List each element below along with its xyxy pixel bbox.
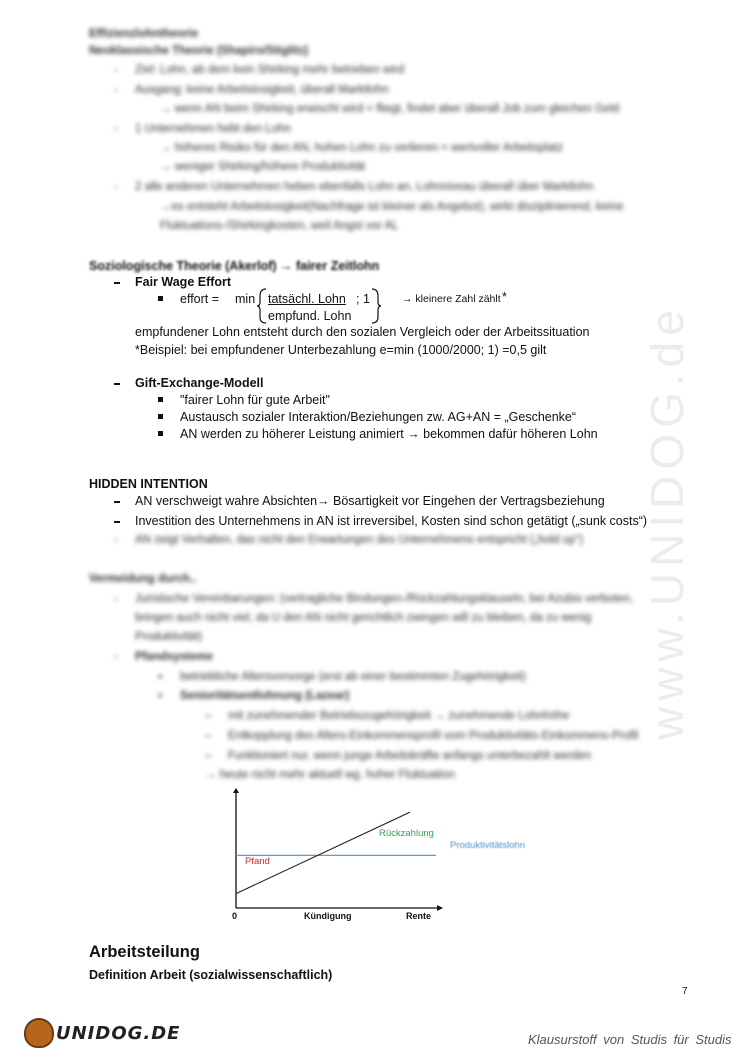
blurred-item: Ziel: Lohn, ab dem kein Shirking mehr betrieben wird — [135, 64, 405, 76]
logo-dog-icon — [24, 1018, 54, 1048]
blurred-item: 1 Unternehmen hebt den Lohn — [135, 123, 292, 135]
blurred-subitem: → weniger Shirking/höhere Produktivität — [160, 161, 366, 173]
blurred-dash: - — [114, 181, 118, 193]
formula-numerator: tatsächl. Lohn — [268, 292, 346, 306]
chart-label-rueckzahlung: Rückzahlung — [379, 828, 434, 839]
list-dash — [114, 501, 120, 503]
chart-label-pfand: Pfand — [245, 856, 270, 867]
blurred-subitem: →es entsteht Arbeitslosigkeit(Nachfrage ist kleiner als Angebot), wirkt disziplinierend, keine — [160, 201, 624, 213]
watermark-text: www.UNIDOG.de — [641, 304, 693, 740]
blurred-item: bringen auch nicht viel, da U den AN nicht gerichtlich zwingen will zu bleiben, da zu wenig — [135, 612, 592, 624]
chart-label-produktivitaetslohn: Produktivitätslohn — [450, 840, 525, 851]
heading-efficiency-wage: Effizienzlohntheorie — [89, 28, 199, 40]
gift-exchange-bullet: "fairer Lohn für gute Arbeit" — [180, 393, 330, 407]
blurred-subitem: Fluktuations-/Shirkingkosten, weil Angst vor AL — [160, 220, 399, 232]
bullet-square — [158, 296, 163, 301]
blurred-dash: - — [114, 64, 118, 76]
gift-exchange-bullet: Austausch sozialer Interaktion/Beziehungen zw. AG+AN = „Geschenke“ — [180, 410, 577, 424]
gift-exchange-title: Gift-Exchange-Modell — [135, 376, 264, 390]
blurred-dash: - — [114, 593, 118, 605]
list-dash — [114, 383, 120, 385]
formula-suffix: ; 1 — [356, 292, 370, 306]
blurred-item: 2 alle anderen Unternehmen heben ebenfalls Lohn an, Lohnniveau überall über Marktlohn — [135, 181, 594, 193]
blurred-item: Juristische Vereinbarungen: (vertragliche Bindungen-/Rückzahlungsklauseln, bei Azubis verboten, — [135, 593, 633, 605]
list-dash — [114, 521, 120, 523]
gift-exchange-bullet: AN werden zu höherer Leistung animiert → bekommen dafür höheren Lohn — [180, 427, 598, 441]
blurred-dash: – — [205, 730, 212, 742]
formula-left-brace — [256, 288, 268, 324]
hidden-intention-item-blurred: AN zeigt Verhalten, das nicht den Erwartungen des Unternehmens entspricht („hold up“) — [135, 534, 584, 546]
hidden-intention-item: Investition des Unternehmens in AN ist irreversibel, Kosten sind schon getätigt („sunk costs“) — [135, 514, 648, 528]
list-dash — [114, 282, 120, 284]
blurred-subitem: → wenn AN beim Shirking erwischt wird = fliegt, findet aber überall Job zum gleichen Geld — [160, 103, 620, 115]
chart-xtick-0: 0 — [232, 911, 238, 921]
blurred-item: Ausgang: keine Arbeitslosigkeit, überall Marktlohn — [135, 84, 389, 96]
blurred-subitem: mit zunehmender Betriebszugehörigkeit → zunehmende Lohnhöhe — [228, 710, 570, 722]
blurred-subitem: → höheres Risiko für den AN, hohen Lohn zu verlieren = wertvoller Arbeitsplatz — [160, 142, 564, 154]
blurred-subitem: → heute nicht mehr aktuell wg. hoher Fluktuation — [205, 769, 455, 781]
formula-denominator: empfund. Lohn — [268, 309, 352, 323]
blurred-dash: – — [205, 750, 212, 762]
formula-note-star: * — [502, 290, 507, 304]
hidden-intention-item: AN verschweigt wahre Absichten→ Bösartigkeit vor Eingehen der Vertragsbeziehung — [135, 494, 605, 508]
chart-lines — [236, 812, 436, 893]
fair-wage-example: *Beispiel: bei empfundener Unterbezahlung e=min (1000/2000; 1) =0,5 gilt — [135, 343, 547, 357]
fair-wage-title: Fair Wage Effort — [135, 275, 232, 289]
heading-hidden-intention: HIDDEN INTENTION — [89, 477, 208, 491]
footer-slogan: Klausurstoff von Studis für Studis — [528, 1032, 732, 1047]
chart-series-line-1 — [236, 812, 410, 893]
blurred-dash: - — [114, 84, 118, 96]
formula-min: min — [235, 292, 256, 306]
chart-xtick-rente: Rente — [406, 911, 432, 921]
formula-prefix: effort = — [180, 292, 220, 306]
chart-xtick-kuendigung: Kündigung — [304, 911, 352, 921]
blurred-bullet: ▪ — [158, 671, 163, 683]
blurred-subitem: Funktioniert nur, wenn junge Arbeitskräfte anfangs unterbezahlt werden — [228, 750, 592, 762]
page-number: 7 — [682, 986, 688, 997]
subheading-definition-arbeit: Definition Arbeit (sozialwissenschaftlich) — [89, 968, 333, 982]
blurred-subitem: Senioritätsentlohnung (Lazear) — [180, 690, 350, 702]
blurred-bullet: ▪ — [158, 690, 163, 702]
seniority-wage-chart — [215, 785, 555, 925]
chart-axes — [233, 788, 443, 911]
heading-neoclassical: Neoklassische Theorie (Shapiro/Stiglitz) — [89, 45, 309, 57]
blurred-item: Pfandsysteme — [135, 651, 213, 663]
blurred-dash: - — [114, 651, 118, 663]
bullet-square — [158, 431, 163, 436]
blurred-subitem: Entkopplung des Alters-Einkommensprofil vom Produktivitäts-Einkommens-Profil — [228, 730, 639, 742]
formula-note: → kleinere Zahl zählt — [402, 293, 501, 305]
bullet-square — [158, 414, 163, 419]
blurred-dash: – — [205, 710, 212, 722]
fair-wage-explanation: empfundener Lohn entsteht durch den sozialen Vergleich oder der Arbeitssituation — [135, 325, 590, 339]
logo-text: UNIDOG.DE — [56, 1023, 181, 1044]
watermark — [640, 270, 750, 750]
blurred-dash: - — [114, 534, 118, 546]
blurred-dash: - — [114, 123, 118, 135]
heading-sociological: Soziologische Theorie (Akerlof) → fairer Zeitlohn — [89, 259, 380, 273]
blurred-subitem: betriebliche Altersvorsorge (erst ab einer bestimmten Zugehörigkeit) — [180, 671, 526, 683]
blurred-item: Produktivität) — [135, 631, 203, 643]
heading-arbeitsteilung: Arbeitsteilung — [89, 943, 200, 961]
formula-right-brace — [370, 288, 382, 324]
chart-x-axis-arrow — [437, 905, 443, 911]
chart-y-axis-arrow — [233, 788, 239, 793]
heading-avoidance: Vermeidung durch.. — [89, 573, 197, 585]
bullet-square — [158, 397, 163, 402]
